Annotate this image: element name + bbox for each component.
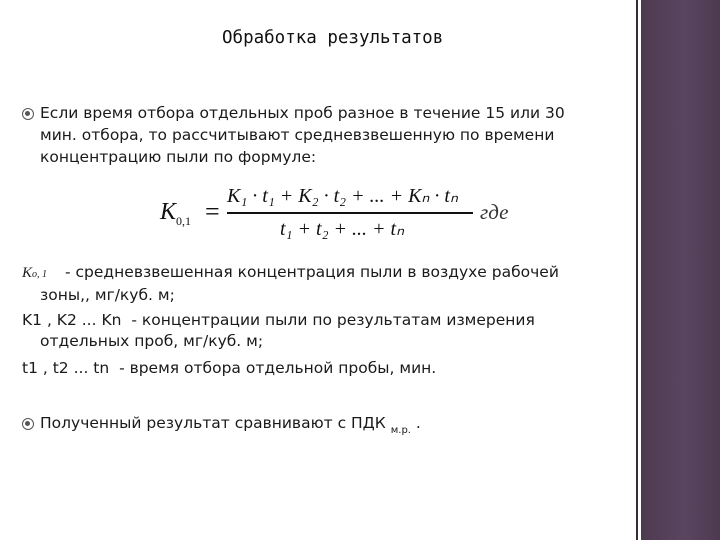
- paragraph-line: Если время отбора отдельных проб разное в течение 15 или 30: [40, 104, 565, 122]
- formula-fraction-bar: [227, 212, 473, 214]
- definition-symbol: t1 , t2 ... tn: [22, 359, 110, 377]
- definition-sampling-time: [22, 358, 620, 379]
- paragraph-end: .: [415, 414, 421, 432]
- definition-text: зоны,, мг/куб. м;: [40, 286, 175, 304]
- formula-lhs: [160, 199, 191, 226]
- pdk-subscript: м.р.: [390, 425, 411, 436]
- definition-concentrations: [22, 310, 620, 352]
- decorative-side-band: [641, 0, 720, 540]
- definition-symbol-subscript: o, 1: [32, 269, 48, 280]
- definition-symbol: K: [22, 265, 33, 281]
- formula-lhs-symbol: K: [160, 199, 177, 225]
- slide-title: Обработка результатов: [222, 28, 444, 48]
- paragraph-comparison: [40, 412, 620, 437]
- formula-equals: =: [205, 197, 220, 226]
- definition-weighted-concentration: [22, 262, 620, 306]
- paragraph-line: концентрацию пыли по формуле:: [40, 148, 317, 166]
- formula-denominator: t₁ + t₂ + ... + tₙ: [280, 218, 405, 240]
- paragraph-line: мин. отбора, то рассчитывают средневзвешенную по времени: [40, 126, 555, 144]
- formula-trailing-word: где: [480, 200, 509, 224]
- paragraph-formula-intro: [40, 102, 620, 168]
- formula-lhs-subscript: 0,1: [176, 214, 192, 228]
- formula-numerator: K₁ · t₁ + K₂ · t₂ + ... + Kₙ · tₙ: [227, 185, 458, 207]
- weighted-average-formula: [160, 183, 530, 245]
- bullet-icon: [22, 108, 34, 120]
- definition-text: - время отбора отдельной пробы, мин.: [119, 359, 437, 377]
- decorative-divider: [636, 0, 638, 540]
- definition-text: - концентрации пыли по результатам измерения: [131, 311, 535, 329]
- definition-symbol: K1 , K2 ... Kn: [22, 311, 122, 329]
- paragraph-text: Полученный результат сравнивают с ПДК: [40, 414, 386, 432]
- bullet-icon: [22, 418, 34, 430]
- definition-text: отдельных проб, мг/куб. м;: [40, 332, 264, 350]
- definition-text: - средневзвешенная концентрация пыли в воздухе рабочей: [65, 263, 559, 281]
